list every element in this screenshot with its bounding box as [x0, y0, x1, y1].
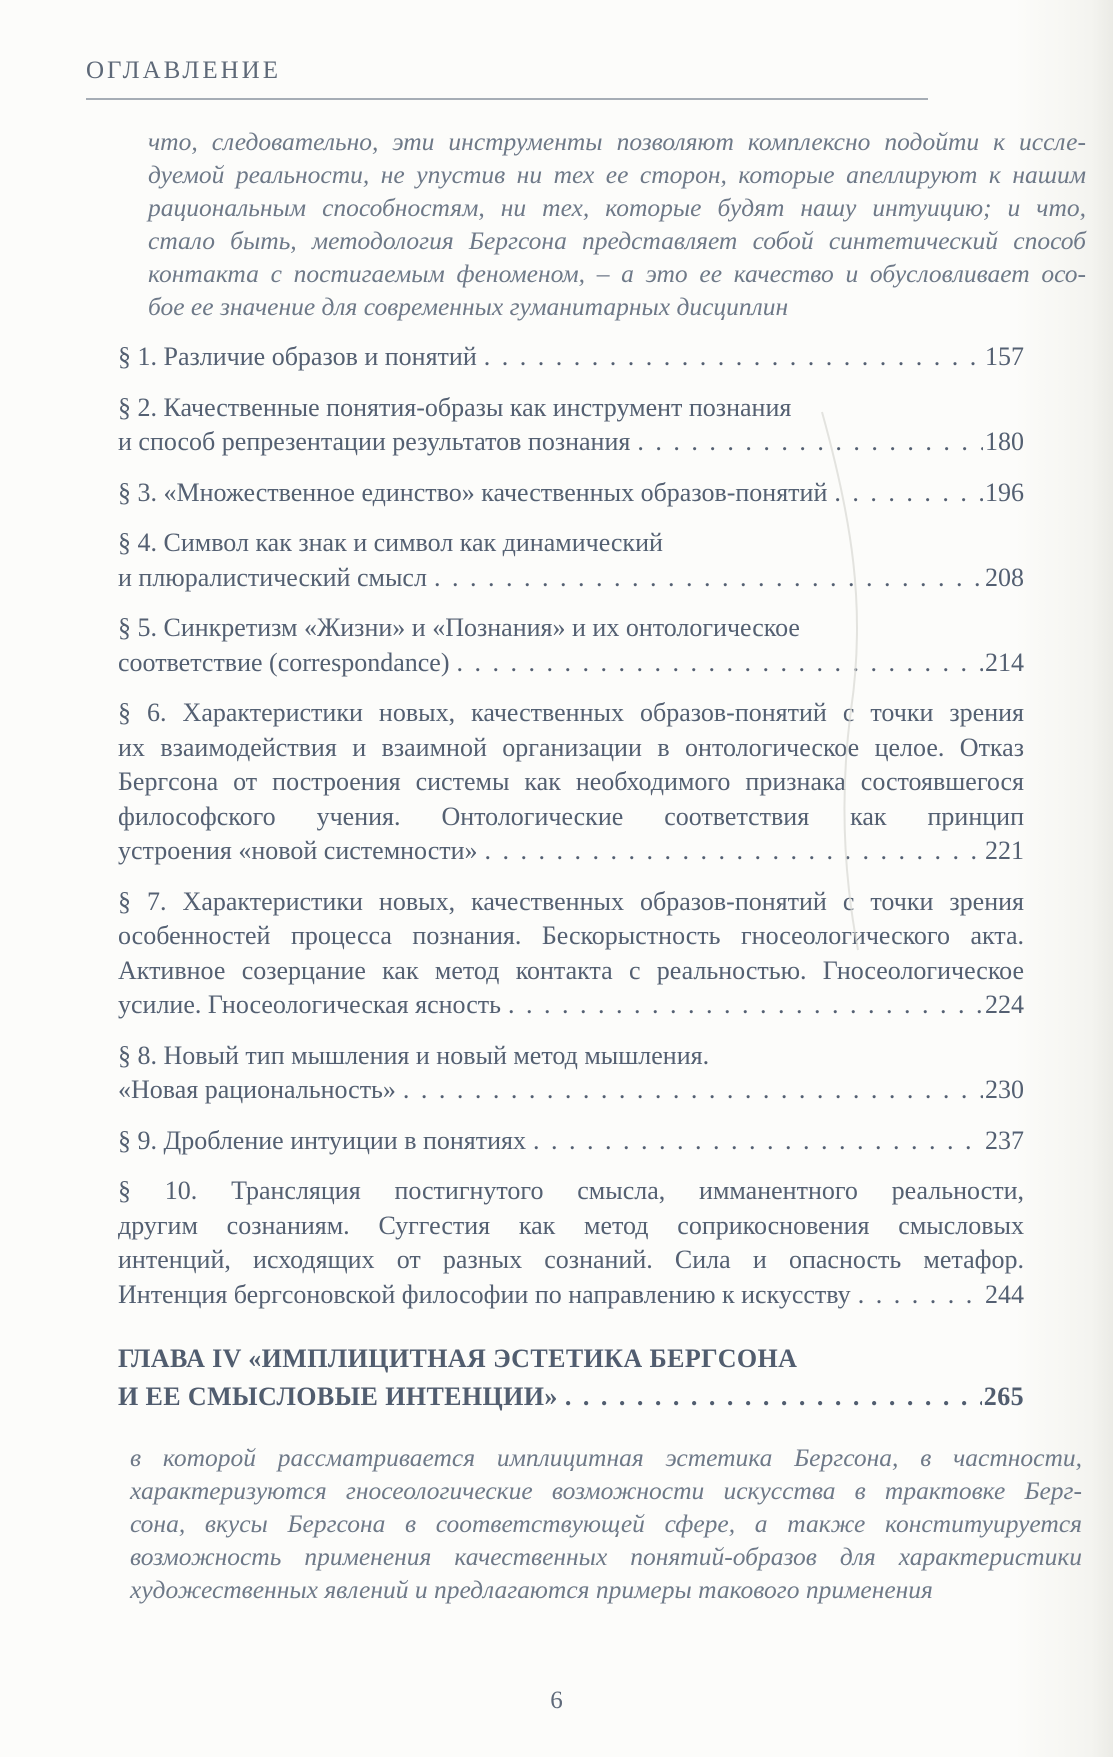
- annotation-line: художественных явлений и предлагаются примеры такового применения: [130, 1575, 933, 1604]
- header-divider: [86, 98, 928, 100]
- chapter-heading: [118, 1340, 1024, 1416]
- toc-entry-last-line: [118, 1073, 1024, 1108]
- toc-entry-last-line: [118, 561, 1024, 596]
- intro-line: рациональным способностям, ни тех, которые будят нашу интуицию; и что,: [148, 193, 1086, 222]
- toc-entry-text: § 2. Качественные понятия-образы как инструмент познания: [118, 392, 792, 422]
- toc-entry-title: и плюралистический смысл: [118, 562, 427, 592]
- toc-entry-page-number: 244: [985, 1279, 1024, 1309]
- chapter-page-number: 265: [983, 1382, 1024, 1411]
- chapter-text: ГЛАВА IV «ИМПЛИЦИТНАЯ ЭСТЕТИКА БЕРГСОНА: [118, 1344, 798, 1373]
- toc-entry-last-line: [118, 425, 1024, 460]
- footer: [0, 1687, 1113, 1715]
- chapter-annotation-paragraph: [130, 1441, 1082, 1606]
- intro-annotation-paragraph: [148, 125, 1086, 323]
- toc-entry-page-number: 230: [985, 1075, 1024, 1104]
- dot-leader: [637, 425, 983, 460]
- toc-entry-text: другим сознаниям. Суггестия как метод соприкосновения смысловых: [118, 1210, 1024, 1240]
- toc-entry: [118, 885, 1024, 1023]
- toc-entry-last-line: [118, 834, 1024, 869]
- dot-leader: [858, 1278, 983, 1313]
- toc-entry-title: и способ репрезентации результатов познания: [118, 427, 631, 456]
- toc-entry-text: особенностей процесса познания. Бескорыстность гносеологического акта.: [118, 921, 1024, 950]
- chapter-title: И ЕЕ СМЫСЛОВЫЕ ИНТЕНЦИИ»: [118, 1382, 558, 1411]
- toc-entry-text: интенций, исходящих от разных сознаний. Сила и опасность метафор.: [118, 1245, 1024, 1274]
- toc-entry-title: «Новая рациональность»: [118, 1075, 396, 1104]
- dot-leader: [565, 1378, 982, 1416]
- toc-entry-text: § 6. Характеристики новых, качественных образов-понятий с точки зрения: [118, 698, 1024, 727]
- toc-entry-page-number: 224: [985, 990, 1024, 1019]
- toc-entry-title: § 9. Дробление интуиции в понятиях: [118, 1125, 527, 1155]
- toc-entry-text: § 8. Новый тип мышления и новый метод мышления.: [118, 1040, 710, 1070]
- dot-leader: [508, 988, 983, 1023]
- toc-entry-title: соответствие (correspondance): [118, 647, 450, 677]
- toc-entry: [118, 340, 1024, 375]
- intro-line: что, следовательно, эти инструменты позволяют комплексно подойти к иссле-: [148, 127, 1086, 156]
- toc-entry-text: Активное созерцание как метод контакта с реальностью. Гносеологическое: [118, 955, 1024, 985]
- toc-entry-last-line: [118, 340, 1024, 375]
- intro-line: контакта с постигаемым феноменом, – а это ее качество и обусловливает осо-: [148, 259, 1086, 288]
- toc-entry-last-line: [118, 476, 1024, 511]
- toc-entry-page-number: 208: [985, 562, 1024, 592]
- toc-entry-text: § 5. Синкретизм «Жизни» и «Познания» и их онтологическое: [118, 613, 800, 642]
- dot-leader: [403, 1073, 983, 1108]
- toc-entry-last-line: [118, 646, 1024, 681]
- toc-entry: [118, 476, 1024, 511]
- toc-entry-page-number: 221: [985, 836, 1024, 865]
- toc-entry: [118, 611, 1024, 680]
- chapter-last-line: [118, 1378, 1024, 1416]
- toc-entry-page-number: 157: [985, 342, 1024, 371]
- annotation-line: сона, вкусы Бергсона в соответствующей сфере, а также конституируется: [130, 1509, 1082, 1538]
- toc-entry-last-line: [118, 988, 1024, 1023]
- toc-list: [118, 340, 1024, 1312]
- dot-leader: [485, 834, 983, 869]
- toc-entry-text: § 7. Характеристики новых, качественных образов-понятий с точки зрения: [118, 886, 1024, 916]
- toc-entry: [118, 696, 1024, 869]
- dot-leader: [457, 646, 984, 681]
- toc-entry-last-line: [118, 1124, 1024, 1159]
- toc-entry: [118, 391, 1024, 460]
- toc-entry-page-number: 214: [985, 647, 1024, 677]
- intro-line: дуемой реальности, не упустив ни тех ее сторон, которые апеллируют к нашим: [148, 160, 1086, 189]
- toc-entry: [118, 1039, 1024, 1108]
- toc-entry-text: Бергсона от построения системы как необходимого признака состоявшегося: [118, 767, 1024, 796]
- toc-entry-last-line: [118, 1278, 1024, 1313]
- annotation-line: возможность применения качественных понятий-образов для характеристики: [130, 1542, 1082, 1571]
- intro-line: стало быть, методология Бергсона представляет собой синтетический способ: [148, 226, 1086, 255]
- dot-leader: [533, 1124, 983, 1159]
- toc-entry-page-number: 180: [985, 427, 1024, 456]
- toc-entry-page-number: 196: [985, 477, 1024, 507]
- toc-entry-text: их взаимодействия и взаимной организации в онтологическое целое. Отказ: [118, 732, 1024, 762]
- page-title: ОГЛАВЛЕНИЕ: [86, 57, 281, 84]
- intro-line: бое ее значение для современных гуманитарных дисциплин: [148, 292, 789, 321]
- toc-entry-text: философского учения. Онтологические соответствия как принцип: [118, 801, 1024, 831]
- annotation-line: характеризуются гносеологические возможности искусства в трактовке Берг-: [130, 1476, 1082, 1505]
- dot-leader: [834, 476, 983, 511]
- toc-entry: [118, 1124, 1024, 1159]
- toc-entry-title: Интенция бергсоновской философии по направлению к искусству: [118, 1279, 851, 1309]
- toc-entry: [118, 1174, 1024, 1312]
- annotation-line: в которой рассматривается имплицитная эстетика Бергсона, в частности,: [130, 1443, 1082, 1472]
- dot-leader: [434, 561, 983, 596]
- toc-entry-title: усилие. Гносеологическая ясность: [118, 990, 501, 1019]
- toc-entry: [118, 526, 1024, 595]
- toc-entry-title: § 3. «Множественное единство» качественных образов-понятий: [118, 477, 828, 507]
- toc-entry-text: § 4. Символ как знак и символ как динамический: [118, 528, 663, 557]
- dot-leader: [484, 340, 983, 375]
- toc-entry-title: § 1. Различие образов и понятий: [118, 342, 477, 371]
- page-number: 6: [550, 1687, 563, 1714]
- toc-entry-page-number: 237: [985, 1125, 1024, 1155]
- toc-entry-title: устроения «новой системности»: [118, 836, 478, 865]
- toc-entry-text: § 10. Трансляция постигнутого смысла, имманентного реальности,: [118, 1176, 1024, 1205]
